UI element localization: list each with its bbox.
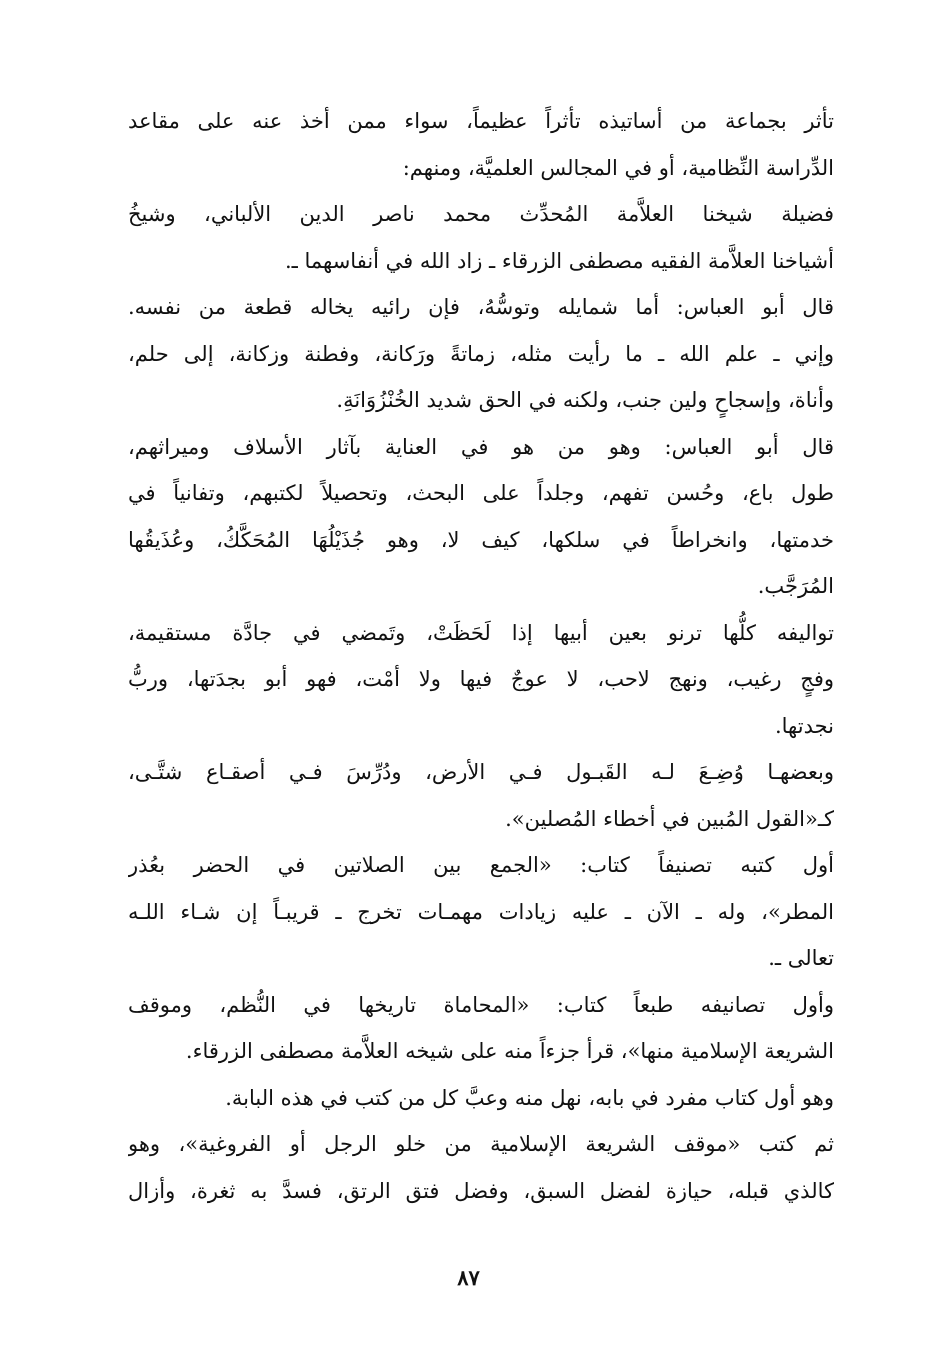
- text-line: فضيلة شيخنا العلاَّمة المُحدِّث محمد ناصر الدين الألباني، وشيخُ: [128, 202, 834, 226]
- text-line: ثم كتب «موقف الشريعة الإسلامية من خلو الرجل أو الفروغية»، وهو: [128, 1132, 834, 1156]
- text-line: قال أبو العباس: وهو من هو في العناية بآثار الأسلاف وميراثهم،: [128, 434, 834, 459]
- text-line: وبعضهـا وُضِـعَ لـه القَبـول فـي الأرض، ودُرِّسَ فـي أصقـاع شتَّـى،: [128, 760, 834, 784]
- text-line: تعالى ـ.: [768, 946, 834, 970]
- text-line: وهو أول كتاب مفرد في بابه، نهل منه وعبَّ كل من كتب في هذه البابة.: [225, 1085, 834, 1110]
- text-line: وفجٍ رغيب، ونهج لاحب، لا عوجٌ فيها ولا أمْت، فهو أبو بجدَتها، وربُّ: [128, 667, 834, 691]
- text-line: أشياخنا العلاَّمة الفقيه مصطفى الزرقاء ـ زاد الله في أنفاسهما ـ.: [284, 248, 834, 273]
- text-line: وأناة، وإسجاحٍ ولين جنب، ولكنه في الحق شديد الخُنْزُوَانَةِ.: [336, 388, 834, 412]
- text-line: تواليفه كلُّها ترنو بعين أبيها إذا لَحَظَتْ، وتَمضي في جادَّة مستقيمة،: [128, 620, 834, 645]
- text-line: تأثر بجماعة من أساتيذه تأثراً عظيماً، سواء ممن أخذ عنه على مقاعد: [128, 109, 834, 133]
- text-line: الدِّراسة النِّظامية، أو في المجالس العلميَّة، ومنهم:: [402, 155, 834, 180]
- text-line: وأول تصانيفه طبعاً كتاب: «المحاماة تاريخها في النُّظم، وموقف: [128, 992, 834, 1017]
- page-number: ٨٧: [457, 1265, 480, 1290]
- text-line: كالذي قبله، حيازة لفضل السبق، وفضل فتق الرتق، فسدَّ به ثغرة، وأزال: [128, 1178, 834, 1203]
- text-line: أول كتبه تصنيفاً كتاب: «الجمع بين الصلاتين في الحضر بعُذر: [128, 853, 834, 877]
- text-line: خدمتها، وانخراطاً في سلكها، كيف لا، وهو جُذَيْلُهَا المُحَكَّكُ، وعُذَيقُها: [128, 527, 834, 552]
- body-text: [128, 98, 834, 1214]
- text-line: نجدتها.: [774, 713, 834, 738]
- text-line: المُرَجَّب.: [757, 574, 834, 598]
- text-line: طول باع، وحُسن تفهم، وجلداً على البحث، وتحصيلاً لكتبهم، وتفانياً في: [128, 481, 834, 505]
- text-line: قال أبو العباس: أما شمايله وتوسُّهُ، فإن رائيه يخاله قطعة من نفسه.: [128, 295, 834, 319]
- text-line: كـ«القول المُبين في أخطاء المُصلين».: [505, 806, 834, 831]
- text-line: الشريعة الإسلامية منها»، قرأ جزءاً منه على شيخه العلاَّمة مصطفى الزرقاء.: [185, 1039, 834, 1063]
- text-line: المطر»، وله ـ الآن ـ عليه زيادات مهمـات تخرج ـ قريبـاً إن شـاء اللـه: [128, 899, 834, 924]
- text-line: وإني ـ علم الله ـ ما رأيت مثله، زماتةً ورَكانة، وفطنة وزكانة، إلى حلم،: [128, 341, 834, 366]
